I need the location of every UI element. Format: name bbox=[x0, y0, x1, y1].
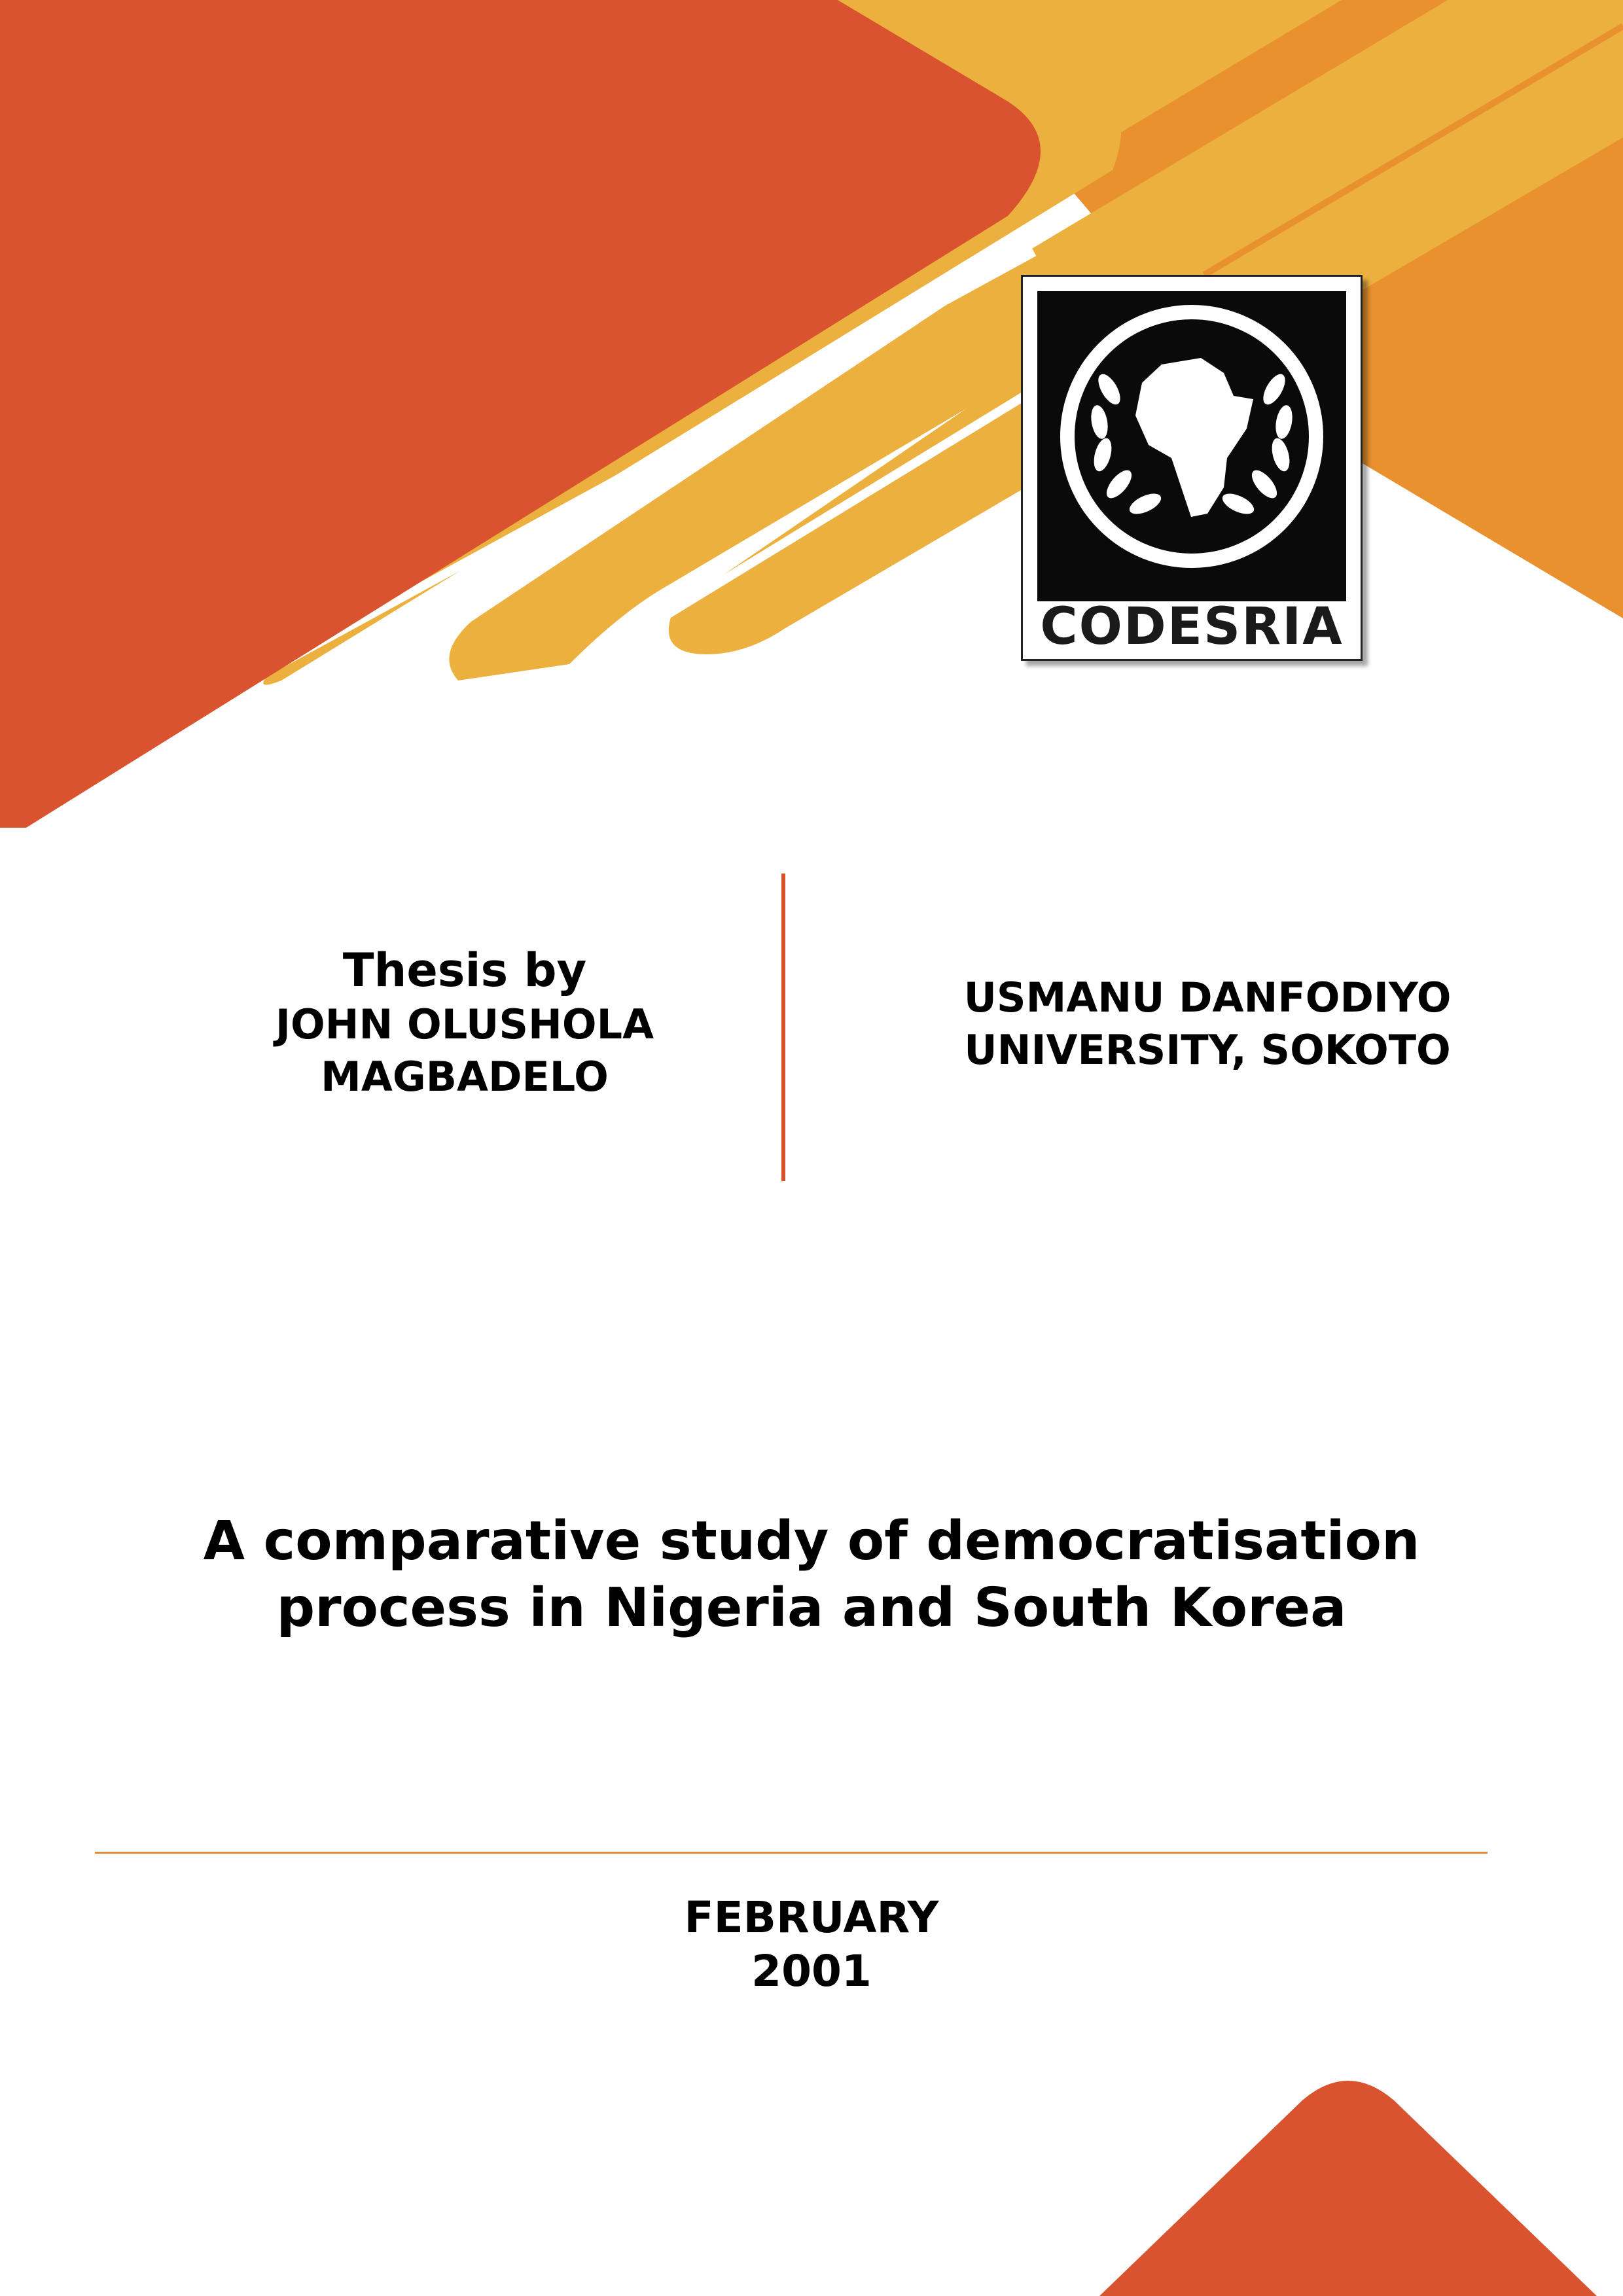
red-orange-bottom-triangle bbox=[1099, 2081, 1597, 2296]
codesria-logo bbox=[1021, 275, 1363, 661]
thesis-by-label: Thesis by bbox=[342, 944, 587, 997]
logo-emblem-panel bbox=[1037, 291, 1346, 601]
horizontal-divider bbox=[95, 1852, 1488, 1854]
institution-line2: UNIVERSITY, SOKOTO bbox=[964, 1026, 1451, 1074]
date-year: 2001 bbox=[751, 1946, 872, 1996]
author-block bbox=[196, 942, 733, 1103]
thesis-title-line1: A comparative study of democratisation bbox=[203, 1510, 1420, 1572]
institution-block bbox=[903, 972, 1512, 1076]
author-name-line2: MAGBADELO bbox=[321, 1053, 609, 1101]
africa-emblem-icon bbox=[1037, 291, 1346, 601]
date-block bbox=[550, 1891, 1073, 1998]
thesis-title-line2: process in Nigeria and South Korea bbox=[276, 1577, 1347, 1639]
date-month: FEBRUARY bbox=[684, 1892, 939, 1943]
vertical-divider bbox=[781, 874, 785, 1181]
institution-line1: USMANU DANFODIYO bbox=[963, 974, 1452, 1021]
thesis-title bbox=[92, 1508, 1531, 1642]
author-name-line1: JOHN OLUSHOLA bbox=[275, 1000, 654, 1048]
logo-wordmark: CODESRIA bbox=[1040, 597, 1344, 656]
